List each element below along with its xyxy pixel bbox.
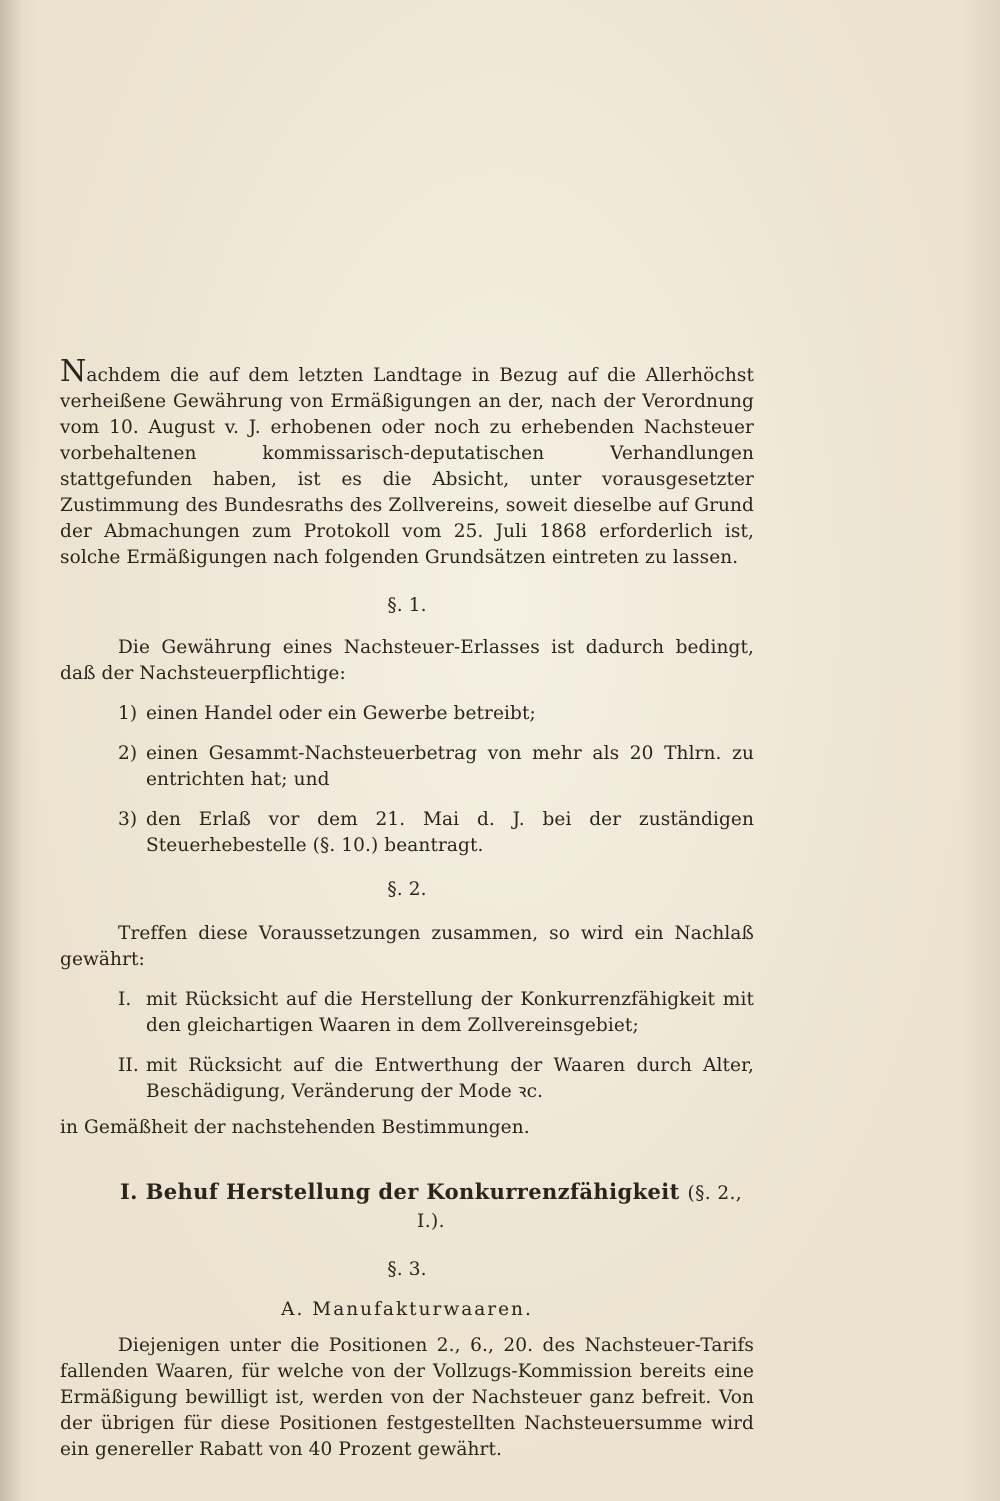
part-1-reference: (§. 2., I.).: [417, 1183, 743, 1232]
section-1-heading: §. 1.: [387, 595, 427, 616]
section-2-tail: in Gemäßheit der nachstehenden Bestimmungen.: [60, 1117, 530, 1138]
section-1-lead: Die Gewährung eines Nachsteuer-Erlasses ist dadurch bedingt, daß der Nachsteuerpflichtige:: [60, 637, 754, 684]
section-2-heading: §. 2.: [387, 879, 427, 900]
list-item: [60, 807, 754, 859]
list-item-text: den Erlaß vor dem 21. Mai d. J. bei der zuständigen Steuerhebestelle (§. 10.) beantragt.: [146, 809, 754, 856]
section-3-text: Diejenigen unter die Positionen 2., 6., 20. des Nachsteuer-Tarifs fallenden Waaren, für welche von der Vollzugs-Kommission bereits eine Ermäßigung bewilligt ist, werden von der Nachsteuer ganz befreit. Von der übrigen für diese Positionen festgestellten Nachsteuersumme wird ein genereller Rabatt von 40 Prozent gewährt.: [60, 1335, 754, 1460]
list-item-number: 2): [118, 743, 138, 764]
list-item-number: II.: [118, 1055, 139, 1076]
document-body: [60, 354, 754, 1463]
section-1-list: [60, 701, 754, 859]
intro-text: achdem die auf dem letzten Landtage in Bezug auf die Allerhöchst verheißene Gewährung von Ermäßigungen an der, nach der Verordnung vom 10. August v. J. erhobenen oder noch zu erhebenden Nachsteuer vorbehaltenen kommissarisch-deputatischen Verhandlungen stattgefunden haben, ist es die Absicht, unter vorausgesetzter Zustimmung des Bundesraths des Zollvereins, soweit dieselbe auf Grund der Abmachungen zum Protokoll vom 25. Juli 1868 erforderlich ist, solche Ermäßigungen nach folgenden Grundsätzen eintreten zu lassen.: [60, 365, 754, 568]
list-item-text: einen Gesammt-Nachsteuerbetrag von mehr als 20 Thlrn. zu entrichten hat; und: [146, 743, 754, 790]
list-item-number: 3): [118, 809, 138, 830]
intro-paragraph: [60, 354, 754, 571]
section-3-subheading: A. Manufakturwaaren.: [281, 1299, 533, 1320]
part-1-title: I. Behuf Herstellung der Konkurrenzfähigkeit: [119, 1179, 680, 1204]
section-2-lead: Treffen diese Voraussetzungen zusammen, so wird ein Nachlaß gewährt:: [60, 923, 754, 970]
list-item: [60, 987, 754, 1039]
part-1-heading: [60, 1179, 754, 1235]
section-3-heading: §. 3.: [387, 1259, 427, 1280]
list-item-text: einen Handel oder ein Gewerbe betreibt;: [146, 703, 536, 724]
drop-cap: N: [60, 354, 87, 389]
list-item-number: 1): [118, 703, 138, 724]
section-2-list: [60, 987, 754, 1105]
list-item-number: I.: [118, 989, 132, 1010]
list-item: [60, 1053, 754, 1105]
list-item-text: mit Rücksicht auf die Herstellung der Konkurrenzfähigkeit mit den gleichartigen Waaren in dem Zollvereinsgebiet;: [146, 989, 754, 1036]
list-item: [60, 741, 754, 793]
list-item: [60, 701, 754, 727]
list-item-text: mit Rücksicht auf die Entwerthung der Waaren durch Alter, Beschädigung, Veränderung der Mode ꝛc.: [146, 1055, 754, 1102]
spine-shadow: [0, 0, 22, 1501]
